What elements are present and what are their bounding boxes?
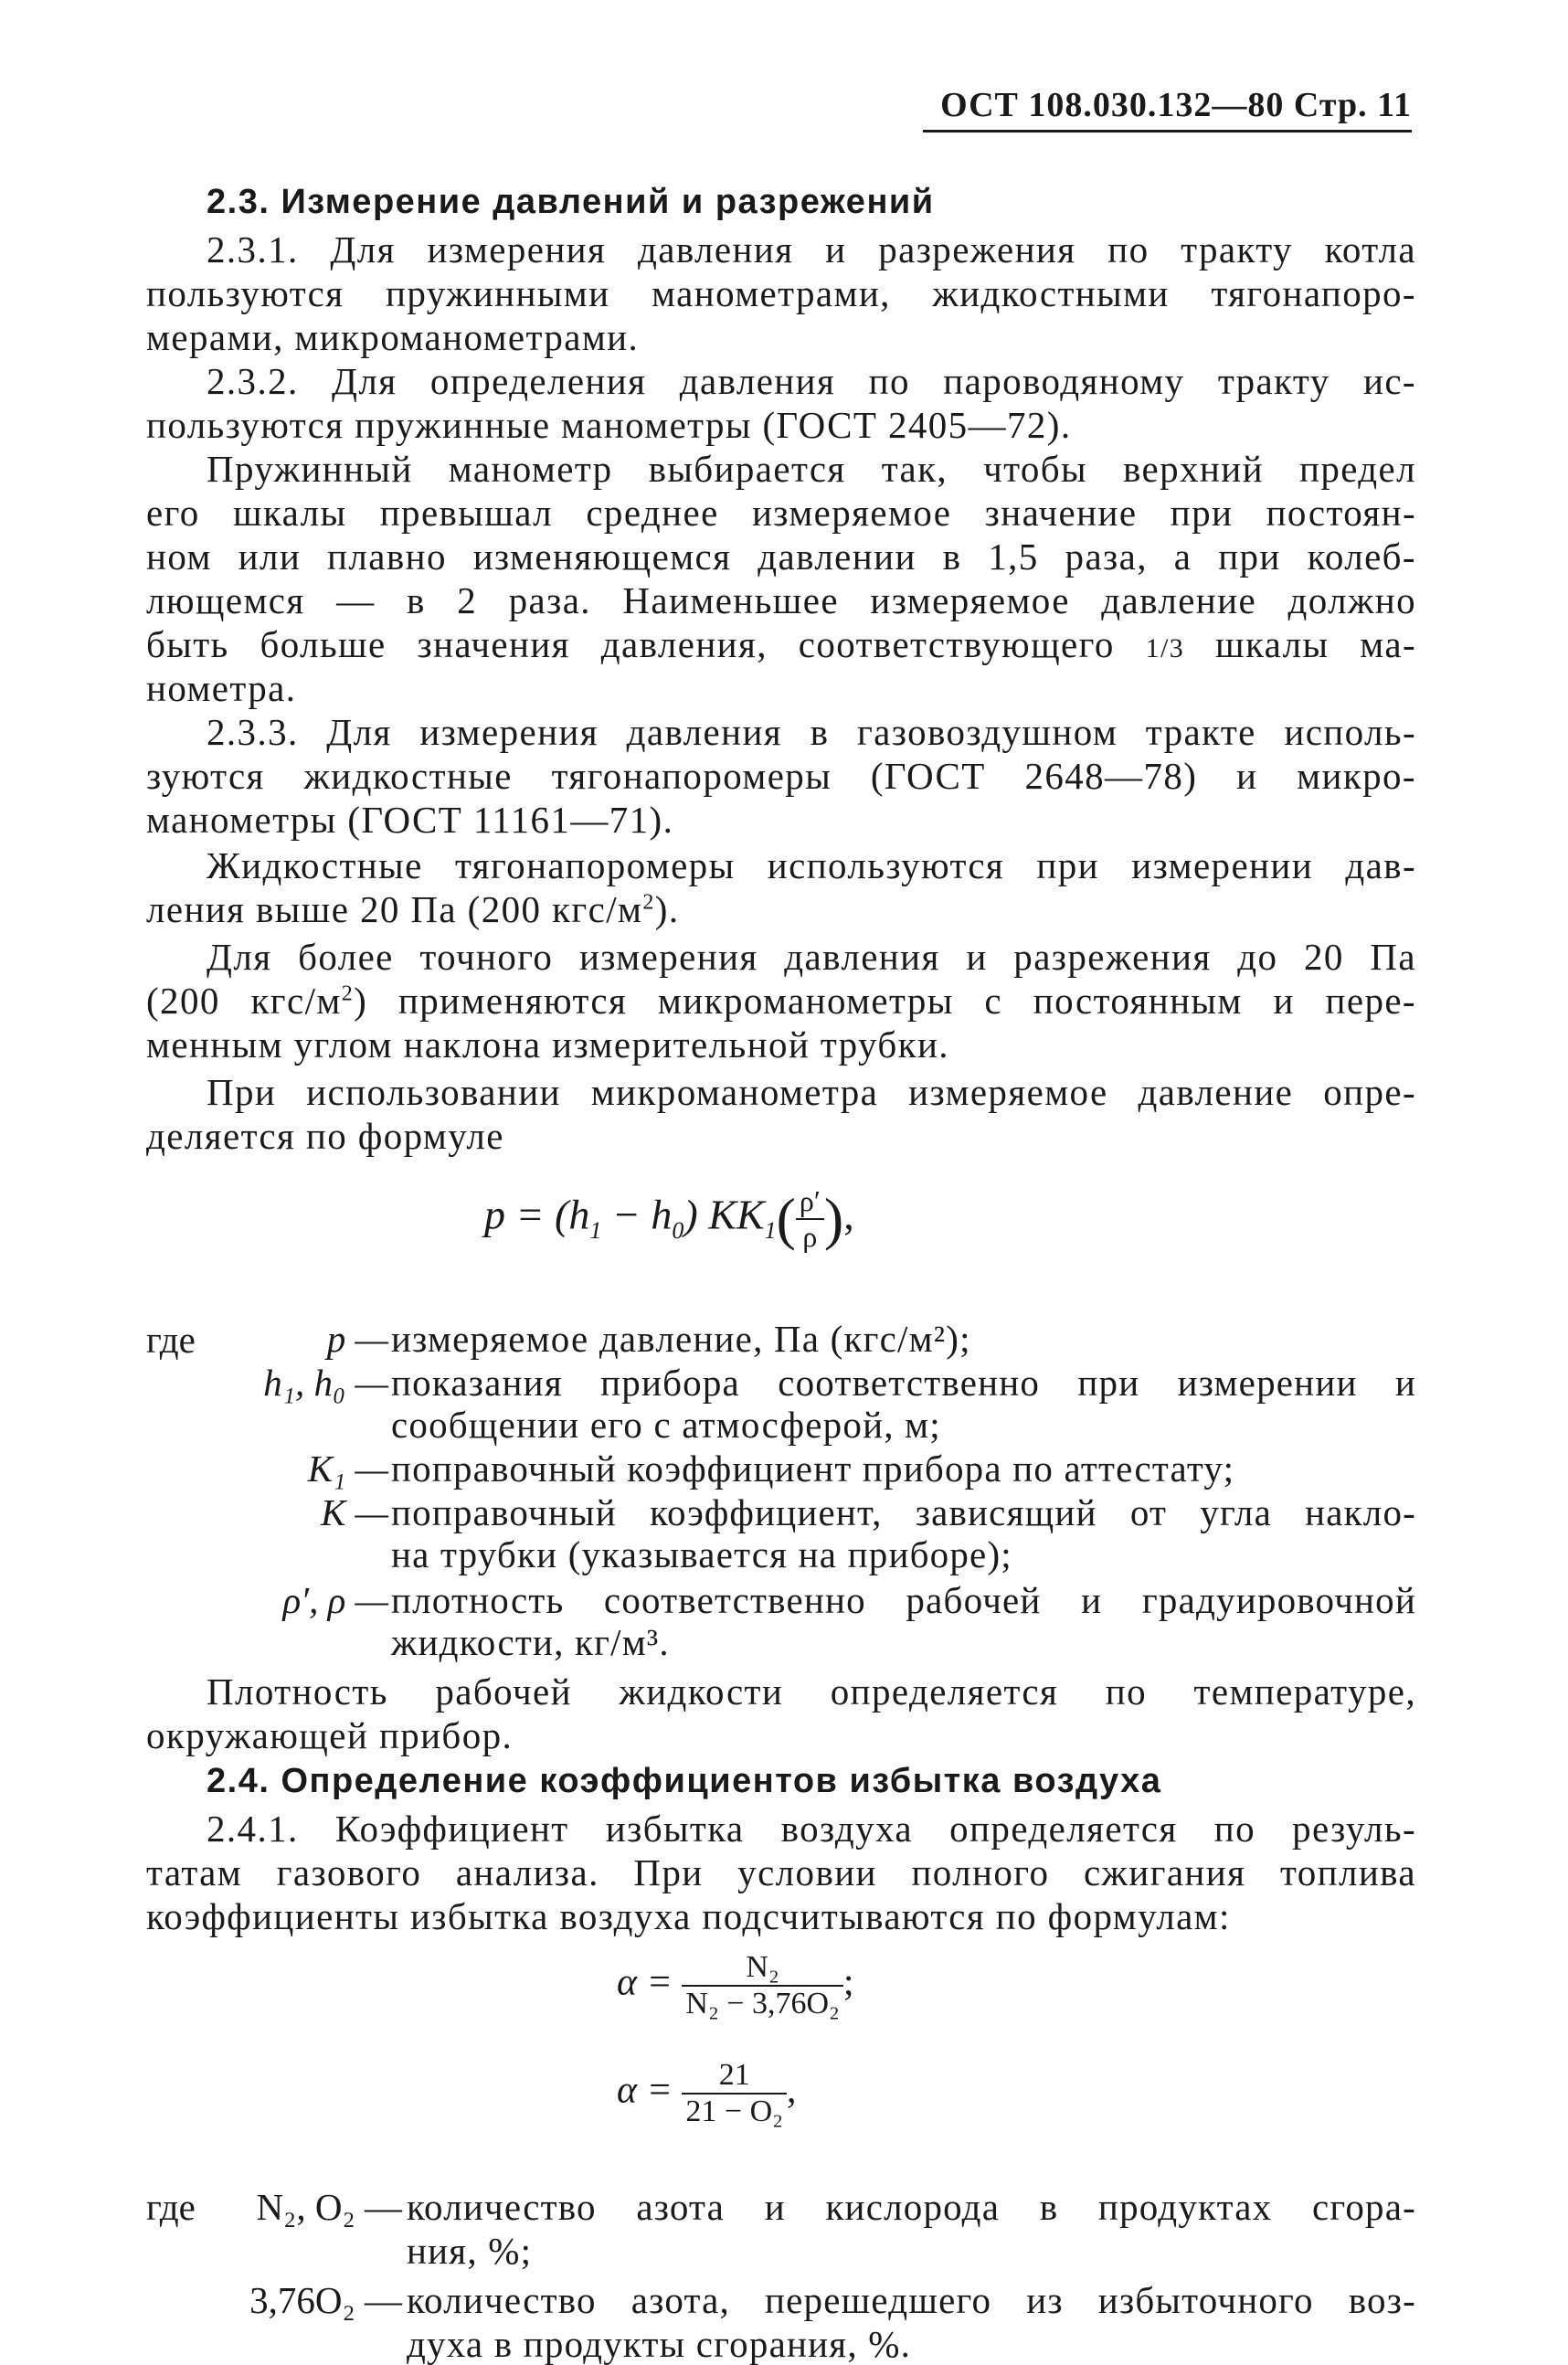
formula-part: ; xyxy=(842,1961,854,2004)
formula-part: p = (h xyxy=(484,1191,590,1238)
superscript: 2 xyxy=(341,981,355,1006)
formula-part: ) KK xyxy=(683,1191,765,1238)
section-2-3-title: 2.3. Измерение давлений и разрежений xyxy=(207,183,935,221)
paragraph-line: коэффициенты избытка воздуха подсчитываются по формулам: xyxy=(146,1895,1231,1937)
formula-part: α = xyxy=(617,1961,673,2004)
alpha-fraction xyxy=(682,1950,843,2021)
definition-text: поправочный коэффициент, зависящий от угла накло- xyxy=(391,1491,1416,1533)
definition-text: плотность соответственно рабочей и градуировочной xyxy=(391,1579,1416,1621)
definition-symbol: N₂, O₂ — xyxy=(256,2186,402,2228)
definition-text: на трубки (указывается на приборе); xyxy=(391,1533,1012,1575)
paragraph-line: пользуются пружинные манометры (ГОСТ 2405—72). xyxy=(146,404,1072,446)
paragraph-line: При использовании микроманометра измеряемое давление опре- xyxy=(207,1071,1416,1113)
text-part: (200 кгс/м xyxy=(146,980,342,1022)
superscript: 2 xyxy=(642,890,655,915)
paragraph-line: Жидкостные тягонапоромеры используются при измерении дав- xyxy=(207,844,1416,886)
text-part: шкалы ма- xyxy=(1184,623,1416,665)
formula-part: , xyxy=(786,2069,797,2112)
paragraph-line: ном или плавно изменяющемся давлении в 1,5 раза, а при колеб- xyxy=(146,536,1416,578)
fraction-numerator: 21 xyxy=(718,2058,750,2092)
paren-close: ) xyxy=(823,1186,844,1251)
paragraph-line: 2.3.3. Для измерения давления в газовоздушном тракте исполь- xyxy=(207,711,1416,753)
where-label: где xyxy=(146,2186,196,2228)
paragraph-line: 2.4.1. Коэффициент избытка воздуха определяется по резуль- xyxy=(207,1808,1416,1850)
paragraph-line: зуются жидкостные тягонапоромеры (ГОСТ 2648—78) и микро- xyxy=(146,755,1416,797)
formula-sub: 1 xyxy=(764,1216,777,1244)
section-2-4-title: 2.4. Определение коэффициентов избытка воздуха xyxy=(207,1762,1162,1800)
definition-text: показания прибора соответственно при измерении и xyxy=(391,1362,1416,1404)
pressure-formula xyxy=(484,1184,854,1254)
fraction-numerator: N₂ xyxy=(746,1950,779,1984)
text-part: быть больше значения давления, соответствующего xyxy=(146,623,1146,665)
definition-symbol: K₁ — xyxy=(307,1448,388,1490)
paragraph-line: его шкалы превышал среднее измеряемое значение при постоян- xyxy=(146,492,1416,534)
page-header xyxy=(923,84,1412,133)
definition-text: ния, %; xyxy=(407,2230,533,2272)
paragraph-line: Пружинный манометр выбирается так, чтобы верхний предел xyxy=(207,448,1416,490)
paragraph-line xyxy=(146,978,1416,1023)
text-part: ления выше 20 Па (200 кгс/м xyxy=(146,888,643,930)
fraction-numerator: ρ′ xyxy=(799,1184,821,1217)
header-text: ОСТ 108.030.132—80 Стр. 11 xyxy=(940,86,1412,124)
formula-part: − h xyxy=(601,1191,673,1238)
definition-text: духа в продукты сгорания, %. xyxy=(407,2323,912,2365)
where-label: где xyxy=(146,1319,196,1361)
alpha-fraction xyxy=(682,2058,787,2129)
text-part: ). xyxy=(654,888,680,930)
definition-text: измеряемое давление, Па (кгс/м²); xyxy=(391,1318,971,1360)
paragraph-line: пользуются пружинными манометрами, жидкостными тягонапоро- xyxy=(146,272,1416,314)
definition-text: поправочный коэффициент прибора по аттестату; xyxy=(391,1448,1235,1490)
density-ratio xyxy=(796,1184,824,1254)
fraction-one-third: 1/3 xyxy=(1145,633,1185,663)
definition-text: количество азота, перешедшего из избыточного воз- xyxy=(407,2279,1416,2321)
paragraph-line: 2.3.2. Для определения давления по пароводяному тракту ис- xyxy=(207,360,1416,402)
paragraph-line xyxy=(146,621,1416,672)
fraction-denominator: N₂ − 3,76O₂ xyxy=(682,1985,843,2021)
text-part: ) применяются микроманометры с постоянным и пере- xyxy=(354,980,1416,1022)
formula-sub: 1 xyxy=(589,1216,602,1244)
alpha-formula-1 xyxy=(617,1950,854,2021)
definition-symbol: K — xyxy=(320,1491,388,1533)
definition-symbol: 3,76O₂ — xyxy=(249,2279,402,2321)
definition-symbol: ρ′, ρ — xyxy=(282,1579,388,1621)
definition-text: количество азота и кислорода в продуктах сгора- xyxy=(407,2186,1416,2228)
paragraph-line: татам газового анализа. При условии полного сжигания топлива xyxy=(146,1851,1416,1893)
paragraph-line: лющемся — в 2 раза. Наименьшее измеряемое давление должно xyxy=(146,579,1416,621)
paragraph-line: окружающей прибор. xyxy=(146,1714,514,1756)
definition-text: сообщении его с атмосферой, м; xyxy=(391,1404,941,1446)
alpha-formula-2 xyxy=(617,2058,796,2129)
formula-part: α = xyxy=(617,2069,673,2112)
definition-text: жидкости, кг/м³. xyxy=(391,1621,670,1663)
fraction-denominator: ρ xyxy=(796,1218,824,1254)
paragraph-line xyxy=(146,886,1416,932)
fraction-denominator: 21 − O₂ xyxy=(682,2093,787,2129)
paragraph-line: 2.3.1. Для измерения давления и разрежения по тракту котла xyxy=(207,228,1416,270)
definition-symbol: p — xyxy=(326,1318,388,1360)
paragraph-line: деляется по формуле xyxy=(146,1115,504,1157)
paren-open: ( xyxy=(776,1186,796,1251)
definition-symbol: h₁, h₀ — xyxy=(263,1362,388,1404)
formula-part: , xyxy=(843,1191,854,1238)
paragraph-line: нометра. xyxy=(146,667,297,709)
paragraph-line: мерами, микроманометрами. xyxy=(146,316,640,358)
paragraph-line: менным углом наклона измерительной трубки. xyxy=(146,1023,949,1066)
formula-sub: 0 xyxy=(672,1216,684,1244)
paragraph-line: манометры (ГОСТ 11161—71). xyxy=(146,799,674,841)
paragraph-line: Для более точного измерения давления и разрежения до 20 Па xyxy=(207,936,1416,978)
paragraph-line: Плотность рабочей жидкости определяется по температуре, xyxy=(207,1670,1416,1713)
